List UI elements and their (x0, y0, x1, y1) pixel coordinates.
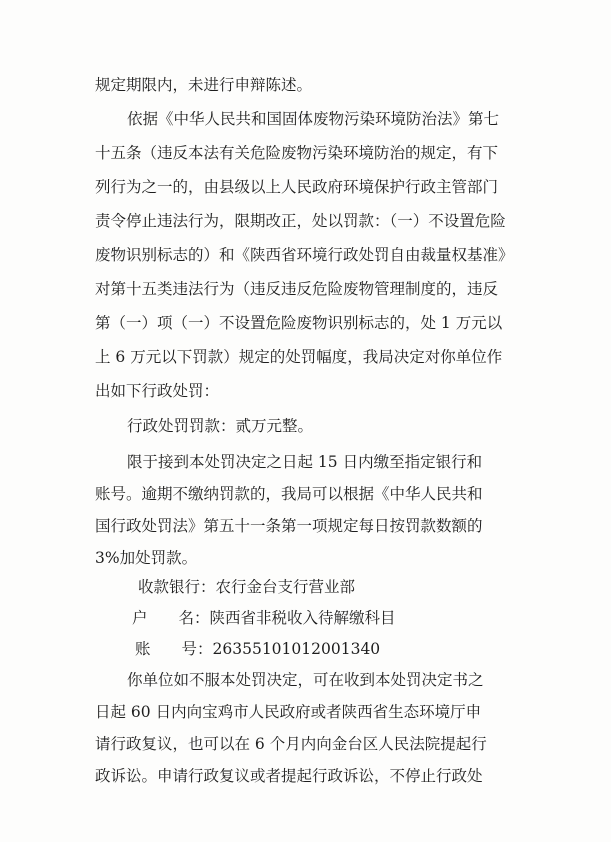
account-no-value: 26355101012001340 (212, 640, 381, 658)
bank-row (138, 580, 355, 596)
account-name-label: 户 名： (132, 609, 210, 627)
account-name-value: 陕西省非税收入待解缴科目 (209, 609, 396, 627)
bank-label: 收款银行： (138, 578, 216, 596)
text-line-9: 上 6 万元以下罚款）规定的处罚幅度，我局决定对你单位作 (95, 348, 503, 366)
text-line-14: 国行政处罚法》第五十一条第一项规定每日按罚款数额的 (95, 517, 483, 535)
text-line-6: 废物识别标志的）和《陕西省环境行政处罚自由裁量权基准》 (95, 246, 514, 264)
text-line-4: 列行为之一的，由县级以上人民政府环境保护行政主管部门 (95, 178, 499, 196)
text-line-8: 第（一）项（一）不设置危险废物识别标志的，处 1 万元以 (95, 314, 503, 332)
text-line-10: 出如下行政处罚： (95, 382, 220, 400)
text-line-13: 账号。逾期不缴纳罚款的，我局可以根据《中华人民共和 (95, 485, 483, 503)
text-line-19: 政诉讼。申请行政复议或者提起行政诉讼，不停止行政处 (95, 767, 483, 785)
text-line-1: 规定期限内，未进行申辩陈述。 (95, 76, 313, 94)
text-line-5: 责令停止违法行为，限期改正，处以罚款：（一）不设置危险 (95, 212, 506, 230)
text-line-12: 限于接到本处罚决定之日起 15 日内缴至指定银行和 (127, 453, 483, 471)
bank-value: 农行金台支行营业部 (215, 578, 356, 596)
text-line-15: 3%加处罚款。 (95, 549, 198, 567)
account-no-row (135, 642, 380, 658)
text-line-18: 请行政复议，也可以在 6 个月内向金台区人民法院提起行 (95, 735, 487, 753)
account-name-row (132, 611, 396, 627)
account-no-label: 账 号： (135, 640, 213, 658)
text-line-7: 对第十五类违法行为（违反违反危险废物管理制度的，违反 (95, 280, 499, 298)
text-line-3: 十五条（违反本法有关危险废物污染环境防治的规定，有下 (95, 144, 499, 162)
penalty-amount-line: 行政处罚罚款：贰万元整。 (127, 417, 314, 435)
text-line-2: 依据《中华人民共和国固体废物污染环境防治法》第七 (127, 110, 500, 128)
text-line-17: 日起 60 日内向宝鸡市人民政府或者陕西省生态环境厅申 (95, 703, 482, 721)
text-line-16: 你单位如不服本处罚决定，可在收到本处罚决定书之 (127, 671, 484, 689)
